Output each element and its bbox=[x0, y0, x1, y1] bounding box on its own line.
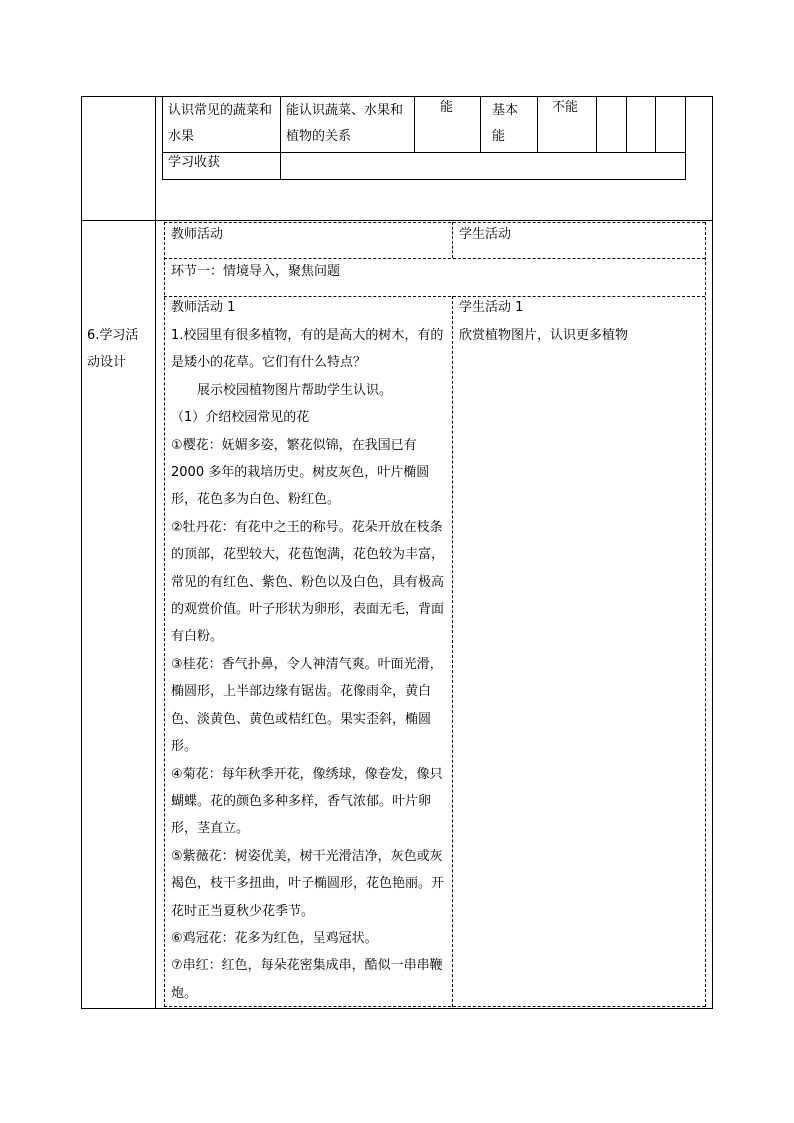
eval-level-basic: 基本能 bbox=[492, 103, 519, 144]
teacher-paragraph-salvia: ⑦串红：红色，每朵花密集成串，酷似一串串鞭炮。 bbox=[171, 958, 443, 1001]
outer-right-border bbox=[712, 96, 713, 1009]
student-activity-1-text: 欣赏植物图片，认识更多植物 bbox=[459, 328, 629, 343]
section-label: 6.学习活动设计 bbox=[87, 328, 139, 370]
stage-one-title: 环节一：情境导入，聚焦问题 bbox=[171, 264, 341, 279]
teacher-activity-1-title: 教师活动 1 bbox=[171, 300, 236, 315]
teacher-activity-body bbox=[171, 322, 453, 1007]
activity-grid-left bbox=[164, 222, 165, 1007]
teacher-paragraph-intro: 1.校园里有很多植物，有的是高大的树木，有的是矮小的花草。它们有什么特点？ bbox=[171, 328, 444, 371]
outer-left-border bbox=[81, 96, 82, 1009]
label-column-divider bbox=[155, 96, 156, 1009]
eval-criterion-cell bbox=[286, 98, 412, 150]
eval-level-can: 能 bbox=[440, 100, 454, 115]
eval-table-bottom bbox=[162, 179, 685, 180]
teacher-paragraph-crape-myrtle: ⑤紫薇花：树姿优美，树干光滑洁净，灰色或灰褐色，枝干多扭曲，叶子椭圆形，花色艳丽。开花时正当夏秋少花季节。 bbox=[171, 848, 445, 919]
eval-col-divider-6 bbox=[626, 96, 627, 152]
outer-top-border bbox=[81, 96, 712, 97]
teacher-paragraph-cockscomb: ⑥鸡冠花：花多为红色，呈鸡冠状。 bbox=[171, 930, 378, 946]
outer-bottom-border bbox=[81, 1008, 712, 1009]
activity-grid-row-2 bbox=[164, 296, 705, 297]
activity-grid-row-1 bbox=[164, 258, 705, 259]
teacher-paragraph-cherry: ①樱花：妩媚多姿，繁花似锦，在我国已有 2000 多年的栽培历史。树皮灰色，叶片椭圆形，花色多为白色、粉红色。 bbox=[171, 437, 430, 508]
eval-harvest-label: 学习收获 bbox=[168, 155, 221, 170]
activity-grid-middle-top bbox=[452, 222, 453, 258]
section-label-cell bbox=[87, 322, 151, 376]
eval-col-divider-1 bbox=[280, 96, 281, 180]
eval-criterion-text: 能认识蔬菜、水果和植物的关系 bbox=[286, 103, 404, 144]
eval-col-divider-4 bbox=[537, 96, 538, 152]
eval-table-row-divider bbox=[162, 152, 685, 153]
teacher-paragraph-peony: ②牡丹花：有花中之王的称号。花朵开放在枝条的顶部，花型较大，花苞饱满，花色较为丰富，常见的有红色、紫色、粉色以及白色，具有极高的观赏价值。叶子形状为卵形，表面无毛，背面有白粉。 bbox=[171, 519, 445, 645]
teacher-paragraph-show-pictures: 展示校园植物图片帮助学生认识。 bbox=[197, 382, 393, 398]
eval-col-divider-2 bbox=[414, 96, 415, 152]
teacher-paragraph-osmanthus: ③桂花：香气扑鼻，令人神清气爽。叶面光滑，椭圆形，上半部边缘有锯齿。花像雨伞，黄白色、淡黄色、黄色或桔红色。果实歪斜，椭圆形。 bbox=[171, 656, 443, 755]
eval-col-divider-7 bbox=[655, 96, 656, 152]
teacher-paragraph-flowers-heading: （1）介绍校园常见的花 bbox=[171, 410, 310, 426]
student-activity-header: 学生活动 bbox=[459, 227, 512, 242]
student-activity-1-title: 学生活动 1 bbox=[459, 300, 524, 315]
eval-col-divider-3 bbox=[480, 96, 481, 152]
eval-level-basic-cell bbox=[492, 98, 522, 150]
eval-col-divider-5 bbox=[596, 96, 597, 152]
teacher-paragraph-chrysanthemum: ④菊花：每年秋季开花，像绣球，像卷发，像只蝴蝶。花的颜色多种多样，香气浓郁。叶片卵形，茎直立。 bbox=[171, 766, 443, 837]
eval-table-left bbox=[162, 96, 163, 180]
section-divider bbox=[81, 220, 712, 221]
eval-goal-cell bbox=[168, 98, 276, 150]
eval-goal-text: 认识常见的蔬菜和水果 bbox=[168, 103, 273, 144]
teacher-activity-header: 教师活动 bbox=[171, 227, 224, 242]
eval-table-right bbox=[685, 96, 686, 180]
activity-grid-right bbox=[705, 222, 706, 1007]
eval-level-cannot: 不能 bbox=[552, 100, 579, 115]
activity-grid-top bbox=[164, 222, 705, 223]
